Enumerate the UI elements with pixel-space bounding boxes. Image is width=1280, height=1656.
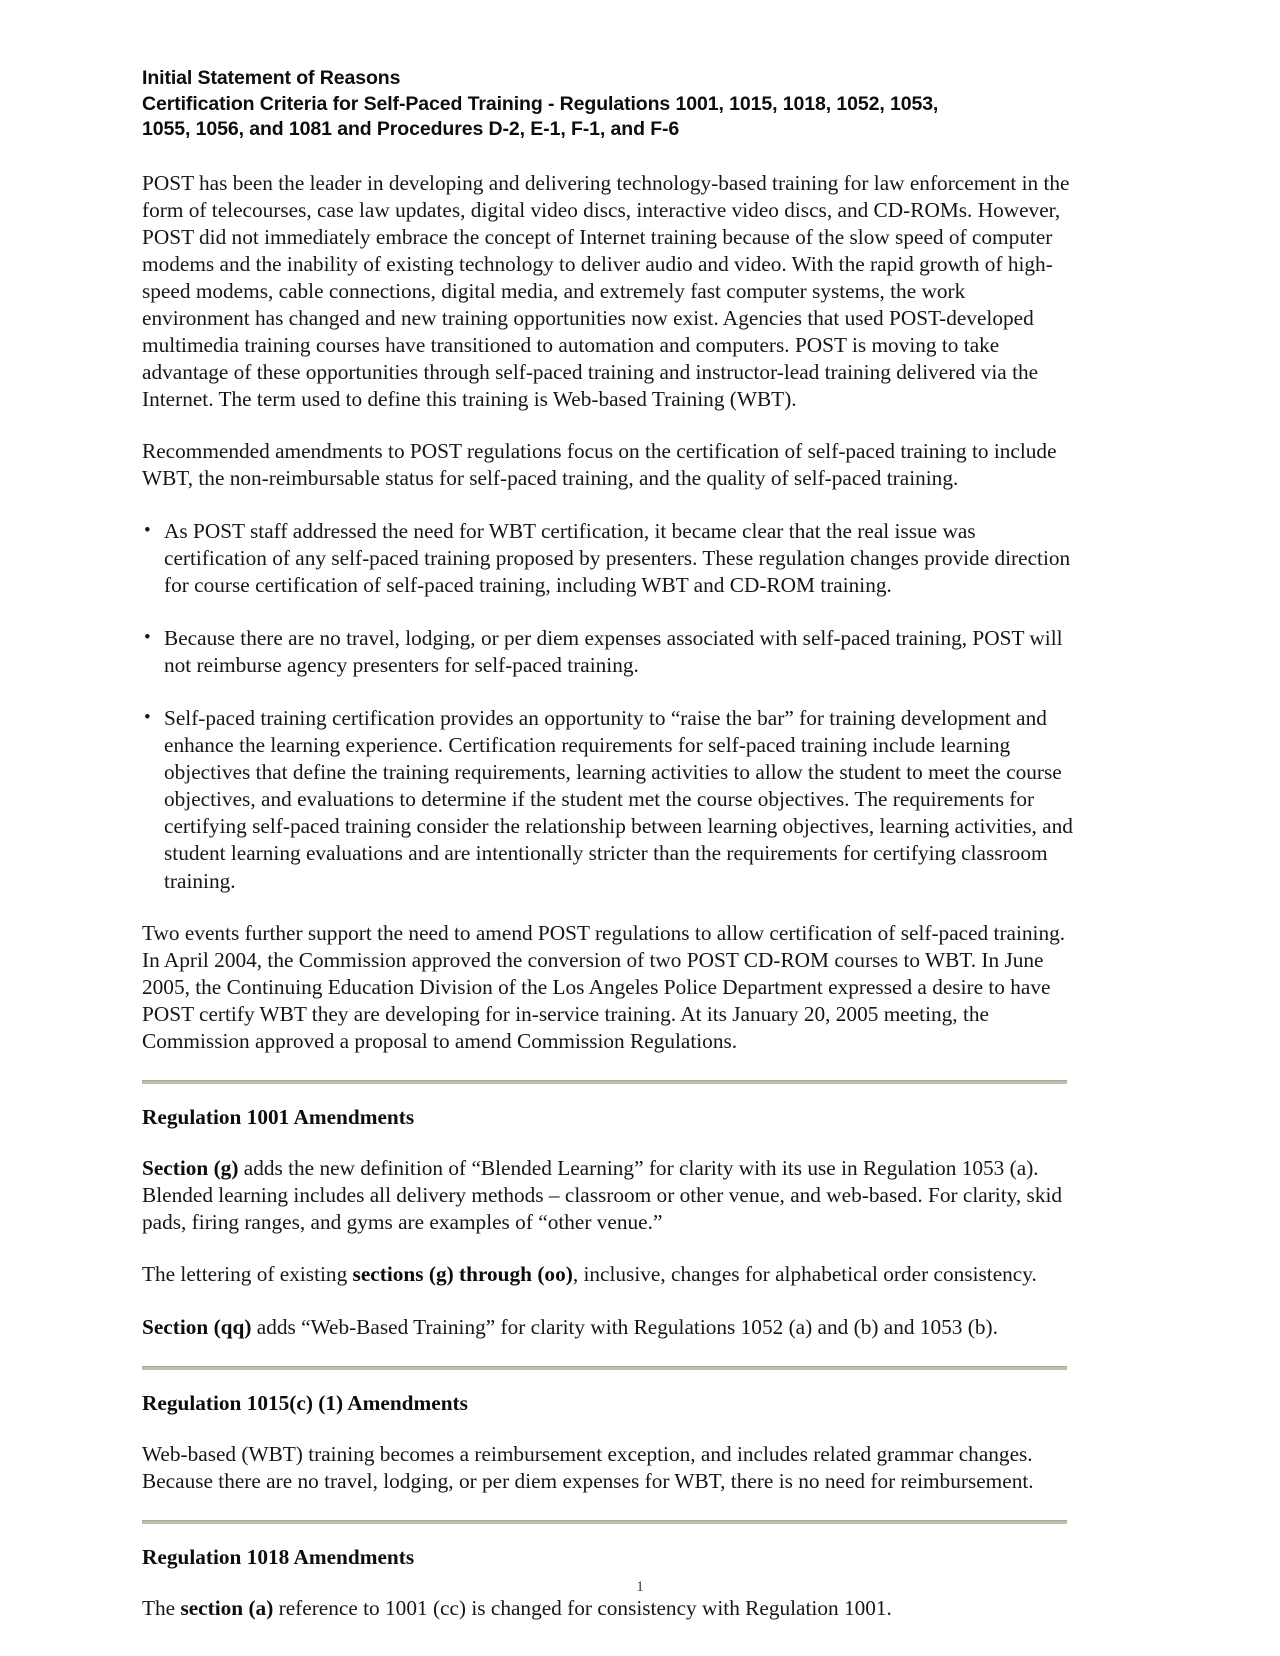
- reg1001-paragraph-1: [142, 1155, 1074, 1236]
- list-item: [142, 518, 1074, 599]
- reg1018-p-bold: section (a): [180, 1595, 274, 1620]
- reg1001-p1-bold-lead: Section (g): [142, 1156, 239, 1181]
- reg1001-paragraph-2: [142, 1261, 1074, 1288]
- reg1001-p2-bold: sections (g) through (oo): [352, 1262, 573, 1287]
- list-item-text: As POST staff addressed the need for WBT certification, it became clear that the real issue was certification of any self-paced training proposed by presenters. These regulation changes provide direction for course certification of self-paced training, including WBT and CD-ROM training.: [164, 518, 1071, 597]
- spacer: [142, 1084, 1074, 1104]
- spacer: [142, 413, 1074, 438]
- list-item: [142, 705, 1074, 895]
- reg1001-p2-rest: , inclusive, changes for alphabetical order consistency.: [572, 1262, 1037, 1287]
- intro-paragraph-2: Recommended amendments to POST regulations focus on the certification of self-paced training to include WBT, the non-reimbursable status for self-paced training, and the quality of self-paced training.: [142, 439, 1057, 491]
- list-item-text: Because there are no travel, lodging, or per diem expenses associated with self-paced training, POST will not reimburse agency presenters for self-paced training.: [164, 625, 1063, 677]
- spacer: [142, 1370, 1074, 1390]
- bullet-icon: •: [144, 707, 151, 728]
- spacer: [142, 895, 1074, 920]
- reg1001-paragraph-3: [142, 1314, 1074, 1341]
- list-item-text: Self-paced training certification provides an opportunity to “raise the bar” for training development and enhance the learning experience. Certification requirements for self-paced training include learning objectives that define the training requirements, learning activities to allow the student to meet the course objectives, and evaluations to determine if the student met the course objectives. The requirements for certifying self-paced training consider the relationship between learning objectives, learning activities, and student learning evaluations and are intentionally stricter than the requirements for certifying classroom training.: [164, 706, 1073, 893]
- spacer: [142, 1055, 1074, 1080]
- spacer: [142, 1289, 1074, 1314]
- document-content: [142, 66, 1074, 1622]
- section-heading-reg1015: Regulation 1015(c) (1) Amendments: [142, 1390, 468, 1415]
- reg1001-p3-text: adds “Web-Based Training” for clarity with Regulations 1052 (a) and (b) and 1053 (b).: [251, 1314, 998, 1339]
- spacer: [142, 1130, 1074, 1155]
- spacer: [142, 493, 1074, 518]
- two-events-paragraph: Two events further support the need to amend POST regulations to allow certification of self-paced training. In April 2004, the Commission approved the conversion of two POST CD-ROM courses to WBT. In June 2005, the Continuing Education Division of the Los Angeles Police Department expressed a desire to have POST certify WBT they are developing for in-service training. At its January 20, 2005 meeting, the Commission approved a proposal to amend Commission Regulations.: [142, 920, 1066, 1054]
- page-number: 1: [636, 1579, 644, 1595]
- bullet-icon: •: [144, 519, 151, 541]
- list-item: [142, 625, 1074, 679]
- reg1001-p3-bold-lead: Section (qq): [142, 1314, 252, 1339]
- reg1018-p-lead: The: [142, 1595, 181, 1620]
- section-heading-reg1018: Regulation 1018 Amendments: [142, 1544, 415, 1569]
- reg1018-paragraph: [142, 1595, 1074, 1622]
- spacer: [142, 1524, 1074, 1544]
- spacer: [142, 1341, 1074, 1366]
- title-line-2: Certification Criteria for Self-Paced Training - Regulations 1001, 1015, 1018, 1052, 1053,: [142, 92, 939, 115]
- reasons-bullet-list: [142, 518, 1074, 895]
- title-line-3: 1055, 1056, and 1081 and Procedures D-2, E-1, F-1, and F-6: [142, 118, 680, 140]
- title-line-1: Initial Statement of Reasons: [142, 67, 401, 89]
- reg1018-p-rest: reference to 1001 (cc) is changed for consistency with Regulation 1001.: [273, 1595, 892, 1620]
- spacer: [142, 1236, 1074, 1261]
- page-title: [142, 66, 1074, 143]
- bullet-icon: •: [144, 626, 151, 648]
- spacer: [142, 1416, 1074, 1441]
- reg1001-p2-lead: The lettering of existing: [142, 1262, 353, 1287]
- reg1015-paragraph: Web-based (WBT) training becomes a reimbursement exception, and includes related grammar changes. Because there are no travel, lodging, or per diem expenses for WBT, there is no need for reimbursement.: [142, 1441, 1034, 1493]
- section-heading-reg1001: Regulation 1001 Amendments: [142, 1105, 415, 1130]
- intro-paragraph-1: POST has been the leader in developing and delivering technology-based training for law enforcement in the form of telecourses, case law updates, digital video discs, interactive video discs, and CD-ROMs. However, POST did not immediately embrace the concept of Internet training because of the slow speed of computer modems and the inability of existing technology to deliver audio and video. With the rapid growth of high-speed modems, cable connections, digital media, and extremely fast computer systems, the work environment has changed and new training opportunities now exist. Agencies that used POST-developed multimedia training courses have transitioned to automation and computers. POST is moving to take advantage of these opportunities through self-paced training and instructor-lead training delivered via the Internet. The term used to define this training is Web-based Training (WBT).: [142, 170, 1070, 412]
- spacer: [142, 143, 1074, 170]
- reg1001-p1-text: adds the new definition of “Blended Learning” for clarity with its use in Regulation 1053 (a). Blended learning includes all delivery methods – classroom or other venue, and web-based. For clarity, skid pads, firing ranges, and gyms are examples of “other venue.”: [142, 1156, 1063, 1235]
- spacer: [142, 1495, 1074, 1520]
